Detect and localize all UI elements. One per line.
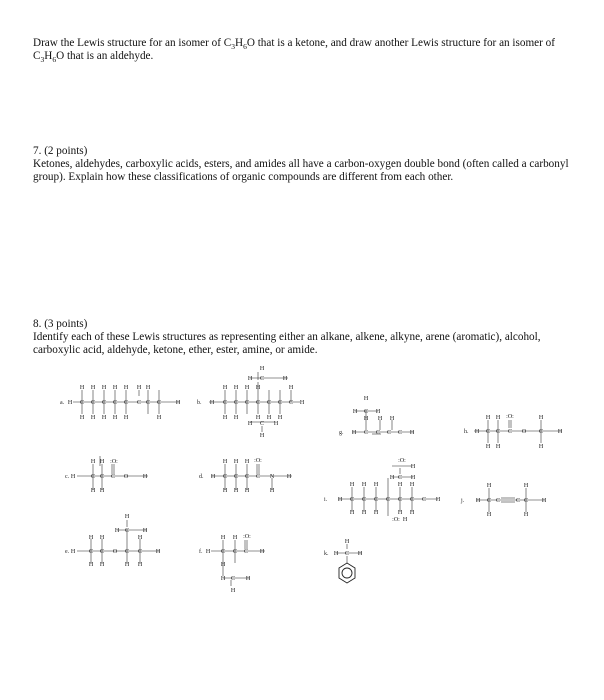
svg-text:H: H [245,576,251,582]
svg-text:H: H [523,512,529,518]
structure-e-atoms [71,514,161,568]
svg-text:H: H [485,415,491,421]
svg-text:C: C [99,549,105,555]
label-h: h. [464,429,469,435]
svg-text:H: H [70,549,76,555]
svg-text:O: O [112,549,118,555]
svg-text:H: H [541,498,547,504]
svg-text:C: C [385,497,391,503]
svg-text:C: C [90,474,96,480]
svg-text:C: C [409,497,415,503]
svg-text:H: H [475,498,481,504]
svg-text:H: H [523,483,529,489]
svg-text::O:: :O: [392,517,400,523]
question-8-text: Identify each of these Lewis structures as representing either an alkane, alkene, alkyne, arene (aromatic), alcohol, carboxylic acid, aldehyde, ketone, ether, ester, amine, or amide. [33,331,541,357]
svg-text:C: C [222,474,228,480]
svg-text:H: H [397,482,403,488]
question-8-header: 8. (3 points) [33,318,88,330]
svg-text:H: H [88,535,94,541]
svg-text:H: H [79,415,85,421]
structure-f-atoms [206,534,265,594]
svg-text:C: C [255,474,261,480]
svg-text:C: C [137,549,143,555]
svg-text:C: C [110,474,116,480]
question-7-text: Ketones, aldehydes, carboxylic acids, esters, and amides all have a carbon-oxygen double bond (often called a carbonyl group). Explain how these classifications of organic compounds are different from each other. [33,158,569,184]
svg-text:H: H [259,549,265,555]
svg-text:C: C [88,549,94,555]
svg-text:H: H [99,459,105,465]
svg-text:H: H [363,396,369,402]
svg-text:H: H [220,576,226,582]
label-i: i. [324,497,328,503]
svg-text:H: H [70,474,76,480]
label-a: a. [60,400,65,406]
svg-text::O:: :O: [110,459,118,465]
svg-text:N: N [269,474,275,480]
structure-f [199,534,265,594]
svg-text:C: C [397,475,403,481]
structure-b-atoms [210,366,305,439]
structure-k [324,539,363,583]
svg-text:O: O [521,429,527,435]
svg-text:H: H [205,549,211,555]
svg-text:C: C [259,421,265,427]
svg-text:H: H [222,385,228,391]
structure-k-atoms [334,539,363,557]
structure-g-atoms [352,396,415,436]
svg-text:C: C [515,498,521,504]
svg-text:C: C [523,498,529,504]
svg-text:C: C [136,400,142,406]
svg-text:H: H [282,376,288,382]
svg-text:C: C [220,549,226,555]
svg-text:H: H [145,385,151,391]
svg-text:H: H [88,562,94,568]
svg-text:H: H [286,474,292,480]
svg-text:H: H [349,510,355,516]
svg-text:H: H [495,444,501,450]
svg-text:C: C [288,400,294,406]
svg-text:H: H [233,488,239,494]
svg-text:H: H [244,459,250,465]
svg-text:H: H [124,514,130,520]
svg-text:H: H [244,488,250,494]
benzene-ring [339,563,355,583]
label-e: e. [65,549,70,555]
svg-text:H: H [233,385,239,391]
svg-text:H: H [233,415,239,421]
svg-text:H: H [230,588,236,594]
svg-text:H: H [220,535,226,541]
structure-h-atoms [475,414,563,450]
svg-text:H: H [389,475,395,481]
svg-text:H: H [299,400,305,406]
svg-text:C: C [232,549,238,555]
structure-j-atoms [476,483,547,518]
svg-text:C: C [156,400,162,406]
svg-text:C: C [243,549,249,555]
svg-text:H: H [259,433,265,439]
svg-text:H: H [220,562,226,568]
structure-c [65,456,148,494]
svg-text:C: C [244,400,250,406]
structure-c-atoms [71,459,148,494]
svg-text:H: H [435,497,441,503]
svg-text:H: H [373,510,379,516]
svg-text:C: C [233,400,239,406]
svg-text:H: H [409,510,415,516]
svg-text:H: H [333,551,339,557]
svg-text:C: C [397,430,403,436]
structure-i [324,458,441,523]
svg-text:C: C [363,430,369,436]
svg-text:C: C [344,551,350,557]
svg-text:H: H [538,415,544,421]
svg-text:H: H [209,400,215,406]
structure-d [199,458,292,494]
svg-text:C: C [222,400,228,406]
svg-text:H: H [495,415,501,421]
svg-text:H: H [247,376,253,382]
structure-e [65,514,161,568]
label-d: d. [199,474,204,480]
svg-text:C: C [349,497,355,503]
svg-text:C: C [90,400,96,406]
svg-text:C: C [124,549,130,555]
svg-text:C: C [538,429,544,435]
benzene-aromatic-circle [342,568,352,578]
svg-text:H: H [101,385,107,391]
svg-text:H: H [112,415,118,421]
svg-text::O:: :O: [254,458,262,464]
svg-text:H: H [99,535,105,541]
svg-text:H: H [485,444,491,450]
label-g: g. [339,430,344,436]
svg-text:H: H [90,415,96,421]
svg-text:H: H [247,421,253,427]
svg-text:H: H [156,415,162,421]
intro-question: Draw the Lewis structure for an isomer of $C_3H_6O$ that is a ketone, and draw another Lewis structure for an isomer of $C_3H_6O$ that is an aldehyde. [33,37,555,65]
svg-text:C: C [112,400,118,406]
svg-text:H: H [175,400,181,406]
svg-text:H: H [142,474,148,480]
svg-text:H: H [389,416,395,422]
svg-text:H: H [344,539,350,545]
svg-text:H: H [67,400,73,406]
svg-text:H: H [410,464,416,470]
svg-text:H: H [114,528,120,534]
svg-text:C: C [386,430,392,436]
svg-text:C: C [124,528,130,534]
label-c: c. [65,474,70,480]
svg-text:H: H [123,415,129,421]
svg-text:H: H [363,416,369,422]
svg-text:H: H [409,482,415,488]
structure-i-atoms [338,458,441,523]
svg-text:H: H [124,562,130,568]
structure-a-atoms [68,385,181,421]
svg-text:H: H [90,488,96,494]
structure-g [339,396,415,436]
svg-text:C: C [259,376,265,382]
svg-text::O:: :O: [398,458,406,464]
svg-text:H: H [136,385,142,391]
svg-text:C: C [255,400,261,406]
svg-text:C: C [244,474,250,480]
question-7-header: 7. (2 points) [33,145,88,157]
svg-text:C: C [101,400,107,406]
svg-text:H: H [352,409,358,415]
svg-text:H: H [375,409,381,415]
svg-text:H: H [210,474,216,480]
svg-text:H: H [288,385,294,391]
svg-text:O: O [123,474,129,480]
svg-text:C: C [230,576,236,582]
svg-text:C: C [397,497,403,503]
svg-text:H: H [137,562,143,568]
svg-text:H: H [232,535,238,541]
svg-text:C: C [495,429,501,435]
svg-text:H: H [538,444,544,450]
structure-a [60,385,181,421]
svg-text:H: H [123,385,129,391]
label-b: b. [197,400,202,406]
svg-text::O:: :O: [506,414,514,420]
svg-text:C: C [373,497,379,503]
svg-text:C: C [233,474,239,480]
svg-text:H: H [99,488,105,494]
svg-text:H: H [222,488,228,494]
svg-text:H: H [90,385,96,391]
svg-text:H: H [269,488,275,494]
label-f: f. [199,549,203,555]
structure-j [460,483,547,518]
svg-text:H: H [137,535,143,541]
svg-text:H: H [486,483,492,489]
structure-h [464,414,563,450]
svg-text:H: H [255,385,261,391]
svg-text:H: H [397,510,403,516]
svg-text:H: H [233,459,239,465]
svg-text:H: H [142,528,148,534]
svg-text:H: H [361,482,367,488]
svg-text:C: C [99,474,105,480]
svg-text:C: C [145,400,151,406]
svg-text:C: C [266,400,272,406]
svg-text:H: H [79,385,85,391]
svg-text:H: H [99,562,105,568]
svg-text:H: H [351,430,357,436]
svg-text:H: H [244,385,250,391]
svg-text:H: H [337,497,343,503]
svg-text:H: H [273,421,279,427]
svg-text:C: C [123,400,129,406]
svg-text:H: H [266,415,272,421]
svg-text:H: H [373,482,379,488]
svg-text:H: H [474,429,480,435]
svg-text:C: C [363,409,369,415]
svg-text:H: H [409,430,415,436]
svg-text:H: H [486,512,492,518]
svg-text:C: C [375,430,381,436]
svg-text:H: H [259,366,265,372]
svg-text:H: H [402,517,408,523]
svg-text:H: H [222,415,228,421]
svg-text:C: C [495,498,501,504]
svg-text:H: H [101,415,107,421]
svg-text:C: C [79,400,85,406]
svg-text:H: H [277,415,283,421]
svg-text::O:: :O: [243,534,251,540]
svg-text:H: H [349,482,355,488]
svg-text:C: C [507,429,513,435]
svg-text:C: C [421,497,427,503]
svg-text:H: H [557,429,563,435]
svg-text:C: C [485,429,491,435]
svg-text:C: C [486,498,492,504]
label-j: j. [461,498,465,504]
svg-text:C: C [277,400,283,406]
svg-text:H: H [410,475,416,481]
svg-text:H: H [90,459,96,465]
svg-text:C: C [361,497,367,503]
svg-text:H: H [357,551,363,557]
svg-text:H: H [377,416,383,422]
svg-text:H: H [255,415,261,421]
svg-text:H: H [155,549,161,555]
structure-b [197,366,305,439]
svg-text:H: H [361,510,367,516]
label-k: k. [324,551,329,557]
svg-text:H: H [222,459,228,465]
svg-text:H: H [112,385,118,391]
